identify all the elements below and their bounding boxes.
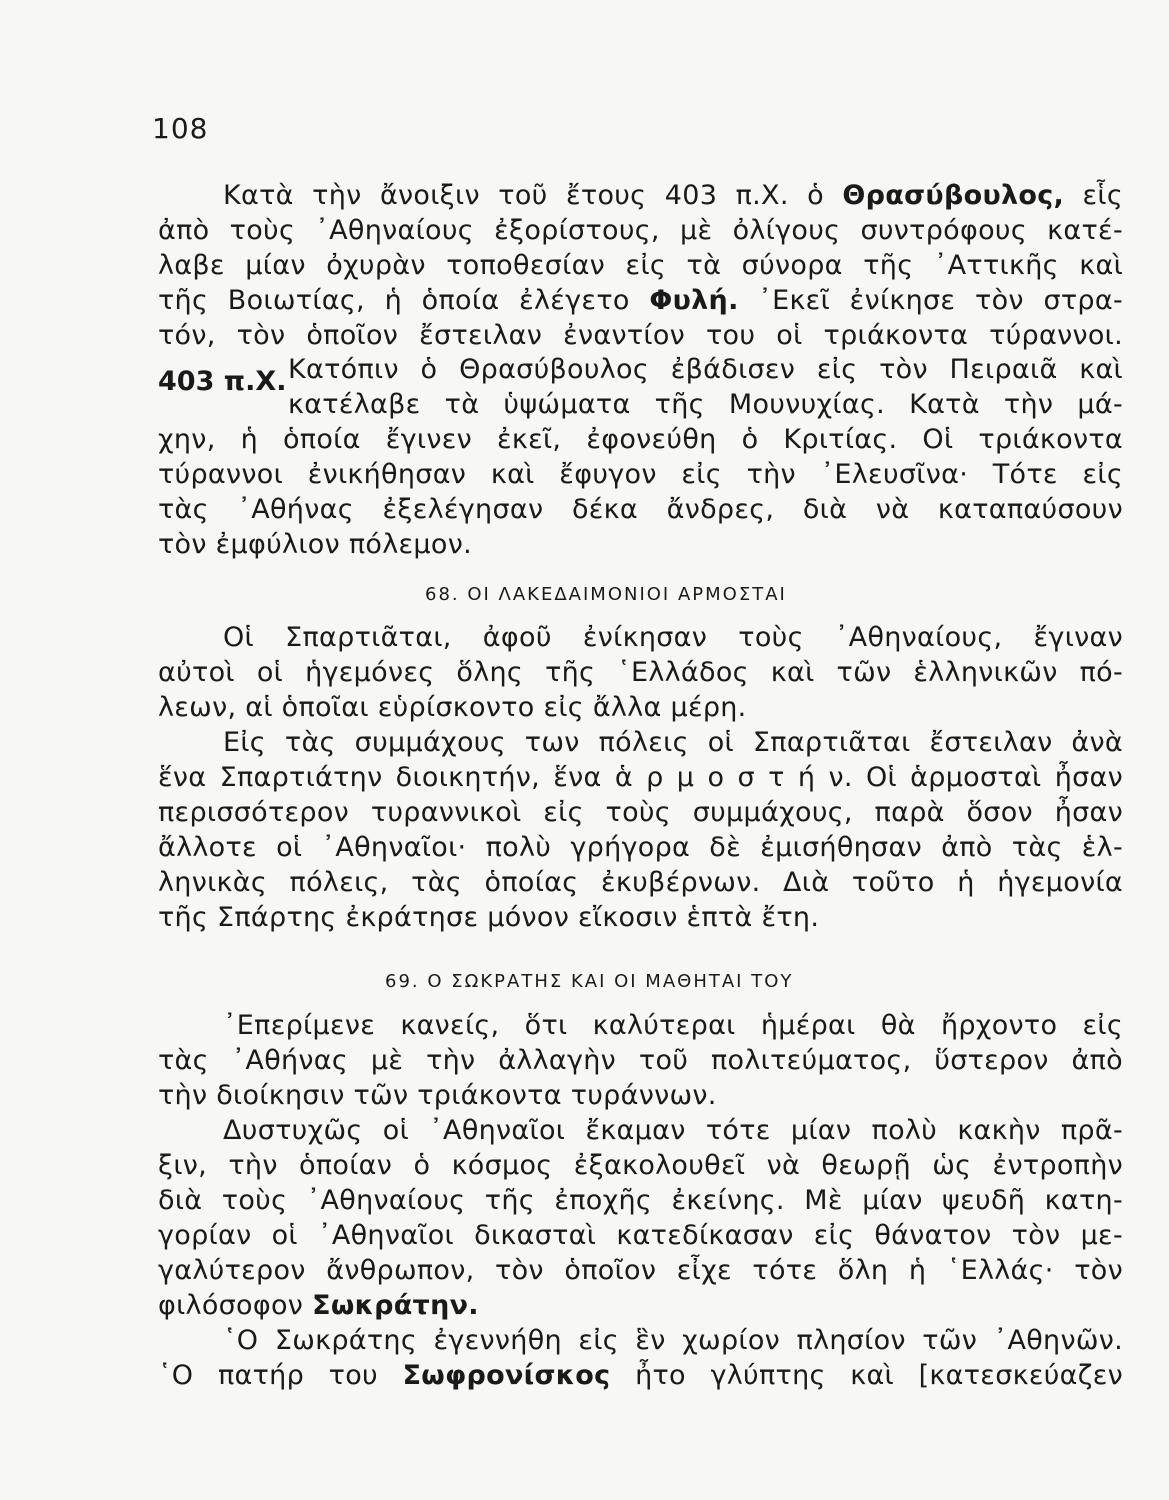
- text-line: τὸν ἐμφύλιον πόλεμον.: [158, 529, 472, 560]
- text-line: Δυστυχῶς οἱ ᾿Αθηναῖοι ἔκαμαν τότε μίαν πολὺ κακὴν πρᾶ-: [223, 1115, 1123, 1146]
- paragraph-piraeus: [288, 352, 1123, 422]
- text-line: τὴν διοίκησιν τῶν τριάκοντα τυράννων.: [158, 1080, 717, 1111]
- paragraph-thrasybulus: [158, 178, 1123, 353]
- text-line: τὰς ᾿Αθήνας ἐξελέγησαν δέκα ἄνδρες, διὰ νὰ καταπαύσουν: [158, 494, 1123, 525]
- text-line: ἄλλοτε οἱ ᾿Αθηναῖοι· πολὺ γρήγορα δὲ ἐμισήθησαν ἀπὸ τὰς ἑλ-: [158, 832, 1123, 863]
- text-line: ἕνα Σπαρτιάτην διοικητήν, ἕνα ἁ ρ μ ο σ τ ή ν. Οἱ ἁρμοσταὶ ἦσαν: [158, 762, 1123, 793]
- text-line: ῾Ο πατήρ του Σωφρονίσκος ἦτο γλύπτης καὶ [κατεσκεύαζεν: [158, 1360, 1123, 1391]
- text-line: ξιν, τὴν ὁποίαν ὁ κόσμος ἐξακολουθεῖ νὰ θεωρῇ ὡς ἐντροπὴν: [158, 1150, 1123, 1181]
- section-heading-68: 68. ΟΙ ΛΑΚΕΔΑΙΜΟΝΙΟΙ ΑΡΜΟΣΤΑΙ: [425, 584, 787, 605]
- text-line: ἀπὸ τοὺς ᾿Αθηναίους ἐξορίστους, μὲ ὀλίγους συντρόφους κατέ-: [158, 215, 1123, 246]
- text-line: χην, ἡ ὁποία ἔγινεν ἐκεῖ, ἐφονεύθη ὁ Κριτίας. Οἱ τριάκοντα: [158, 424, 1123, 455]
- text-line: Κατόπιν ὁ Θρασύβουλος ἐβάδισεν εἰς τὸν Πειραιᾶ καὶ: [288, 354, 1123, 385]
- text-line: κατέλαβε τὰ ὑψώματα τῆς Μουνυχίας. Κατὰ τὴν μά-: [288, 389, 1123, 420]
- text-line: Εἰς τὰς συμμάχους των πόλεις οἱ Σπαρτιᾶται ἔστειλαν ἀνὰ: [223, 727, 1123, 758]
- text-line: γορίαν οἱ ᾿Αθηναῖοι δικασταὶ κατεδίκασαν εἰς θάνατον τὸν με-: [158, 1220, 1123, 1251]
- text-line: τύραννοι ἐνικήθησαν καὶ ἔφυγον εἰς τὴν ᾿Ελευσῖνα· Τότε εἰς: [158, 459, 1123, 490]
- section-heading-69: 69. Ο ΣΩΚΡΑΤΗΣ ΚΑΙ ΟΙ ΜΑΘΗΤΑΙ ΤΟΥ: [385, 971, 794, 992]
- margin-note-date: 403 π.Χ.: [158, 366, 287, 397]
- text-line: φιλόσοφον Σωκράτην.: [158, 1290, 479, 1321]
- text-line: περισσότερον τυραννικοὶ εἰς τοὺς συμμάχους, παρὰ ὅσον ἦσαν: [158, 797, 1123, 828]
- text-line: ῾Ο Σωκράτης ἐγεννήθη εἰς ἓν χωρίον πλησίον τῶν ᾿Αθηνῶν.: [223, 1325, 1123, 1356]
- text-line: τὰς ᾿Αθήνας μὲ τὴν ἀλλαγὴν τοῦ πολιτεύματος, ὕστερον ἀπὸ: [158, 1045, 1123, 1076]
- text-line: αὐτοὶ οἱ ἡγεμόνες ὅλης τῆς ῾Ελλάδος καὶ τῶν ἑλληνικῶν πό-: [158, 657, 1123, 688]
- text-line: ᾿Επερίμενε κανείς, ὅτι καλύτεραι ἡμέραι θὰ ἤρχοντο εἰς: [223, 1010, 1123, 1041]
- text-line: τῆς Βοιωτίας, ἡ ὁποία ἐλέγετο Φυλή. ᾿Εκεῖ ἐνίκησε τὸν στρα-: [158, 285, 1123, 316]
- text-line: τόν, τὸν ὁποῖον ἔστειλαν ἐναντίον του οἱ τριάκοντα τύραννοι.: [158, 320, 1123, 351]
- text-line: Οἱ Σπαρτιᾶται, ἀφοῦ ἐνίκησαν τοὺς ᾿Αθηναίους, ἔγιναν: [223, 622, 1123, 653]
- text-line: Κατὰ τὴν ἄνοιξιν τοῦ ἔτους 403 π.Χ. ὁ Θρασύβουλος, εἷς: [223, 180, 1123, 211]
- text-line: διὰ τοὺς ᾿Αθηναίους τῆς ἐποχῆς ἐκείνης. Μὲ μίαν ψευδῆ κατη-: [158, 1185, 1123, 1216]
- page-number: 108: [152, 112, 209, 145]
- section-69-body: [158, 1008, 1123, 1393]
- paragraph-kritias: [158, 422, 1123, 562]
- section-68-body: [158, 620, 1123, 935]
- text-line: ληνικὰς πόλεις, τὰς ὁποίας ἐκυβέρνων. Διὰ τοῦτο ἡ ἡγεμονία: [158, 867, 1123, 898]
- text-line: λεων, αἱ ὁποῖαι εὑρίσκοντο εἰς ἄλλα μέρη.: [158, 692, 747, 723]
- text-line: γαλύτερον ἄνθρωπον, τὸν ὁποῖον εἶχε τότε ὅλη ἡ ῾Ελλάς· τὸν: [158, 1255, 1123, 1286]
- text-line: τῆς Σπάρτης ἐκράτησε μόνον εἴκοσιν ἑπτὰ ἔτη.: [158, 902, 820, 933]
- text-line: λαβε μίαν ὀχυρὰν τοποθεσίαν εἰς τὰ σύνορα τῆς ᾿Αττικῆς καὶ: [158, 250, 1123, 281]
